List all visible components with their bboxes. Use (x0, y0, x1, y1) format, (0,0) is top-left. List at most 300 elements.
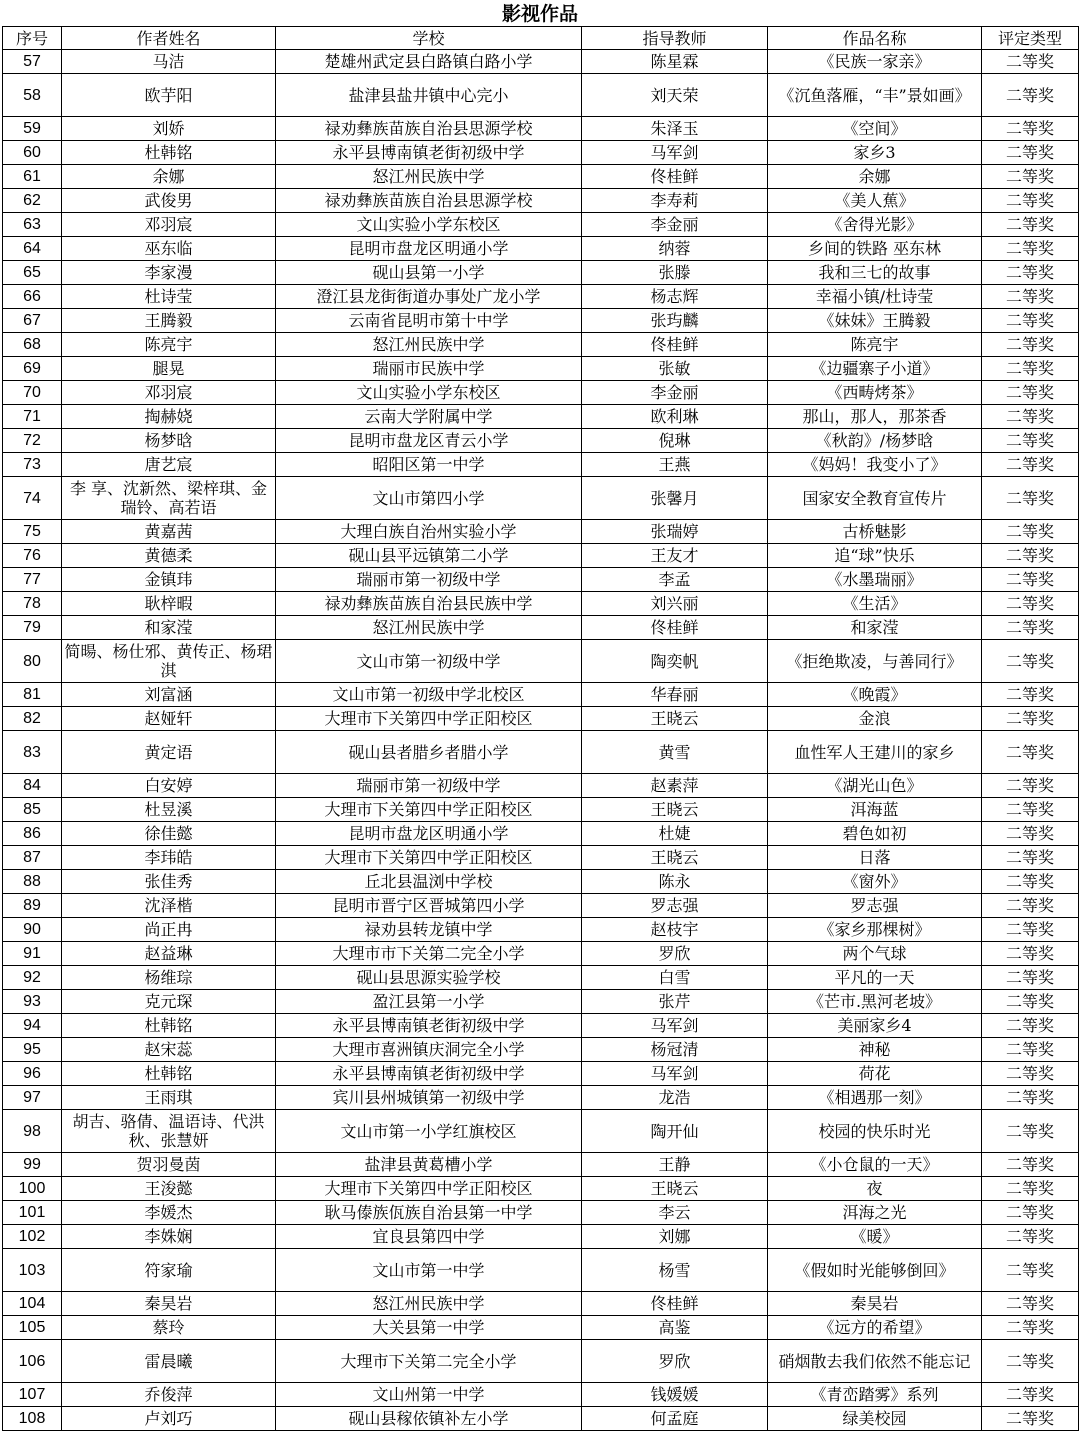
cell-work: 神秘 (768, 1038, 982, 1062)
cell-author: 余娜 (62, 165, 276, 189)
cell-author: 杜韩铭 (62, 141, 276, 165)
table-row (3, 357, 1079, 381)
cell-award: 二等奖 (982, 429, 1079, 453)
cell-seq: 71 (3, 405, 62, 429)
table-row (3, 1407, 1079, 1431)
cell-seq: 104 (3, 1292, 62, 1316)
cell-school: 永平县博南镇老街初级中学 (276, 141, 582, 165)
table-row (3, 822, 1079, 846)
cell-school: 大理市下关第四中学正阳校区 (276, 707, 582, 731)
cell-author: 张佳秀 (62, 870, 276, 894)
cell-award: 二等奖 (982, 544, 1079, 568)
cell-seq: 70 (3, 381, 62, 405)
table-row (3, 1038, 1079, 1062)
cell-seq: 75 (3, 520, 62, 544)
cell-work: 《秋韵》/杨梦晗 (768, 429, 982, 453)
table-row (3, 165, 1079, 189)
cell-author: 王雨琪 (62, 1086, 276, 1110)
table-row (3, 544, 1079, 568)
cell-work: 《芒市.黑河老坡》 (768, 990, 982, 1014)
cell-author: 尚正冉 (62, 918, 276, 942)
cell-seq: 60 (3, 141, 62, 165)
cell-teacher: 高鉴 (582, 1316, 768, 1340)
cell-work: 《暖》 (768, 1225, 982, 1249)
table-row (3, 1062, 1079, 1086)
cell-award: 二等奖 (982, 798, 1079, 822)
cell-seq: 61 (3, 165, 62, 189)
cell-school: 昆明市盘龙区青云小学 (276, 429, 582, 453)
cell-award: 二等奖 (982, 405, 1079, 429)
cell-school: 大理市下关第四中学正阳校区 (276, 1177, 582, 1201)
cell-seq: 94 (3, 1014, 62, 1038)
cell-work: 《空间》 (768, 117, 982, 141)
cell-author: 陈亮宇 (62, 333, 276, 357)
cell-teacher: 罗欣 (582, 1340, 768, 1383)
cell-teacher: 佟桂鲜 (582, 616, 768, 640)
cell-work: 陈亮宇 (768, 333, 982, 357)
cell-school: 澄江县龙街街道办事处广龙小学 (276, 285, 582, 309)
cell-author: 武俊男 (62, 189, 276, 213)
cell-author: 贺羽曼茵 (62, 1153, 276, 1177)
header-work: 作品名称 (768, 27, 982, 50)
cell-award: 二等奖 (982, 189, 1079, 213)
cell-work: 秦昊岩 (768, 1292, 982, 1316)
cell-author: 赵娅轩 (62, 707, 276, 731)
cell-seq: 101 (3, 1201, 62, 1225)
cell-teacher: 杜婕 (582, 822, 768, 846)
cell-school: 瑞丽市第一初级中学 (276, 568, 582, 592)
cell-award: 二等奖 (982, 1316, 1079, 1340)
cell-school: 文山实验小学东校区 (276, 381, 582, 405)
cell-seq: 81 (3, 683, 62, 707)
cell-award: 二等奖 (982, 117, 1079, 141)
cell-author: 黄嘉茜 (62, 520, 276, 544)
cell-award: 二等奖 (982, 1153, 1079, 1177)
awards-table (2, 26, 1079, 1431)
table-row (3, 189, 1079, 213)
cell-teacher: 张瑞婷 (582, 520, 768, 544)
cell-school: 砚山县平远镇第二小学 (276, 544, 582, 568)
cell-work: 《民族一家亲》 (768, 50, 982, 74)
cell-teacher: 何孟庭 (582, 1407, 768, 1431)
cell-teacher: 李金丽 (582, 213, 768, 237)
cell-teacher: 张敏 (582, 357, 768, 381)
cell-teacher: 张玙麟 (582, 309, 768, 333)
cell-teacher: 李寿莉 (582, 189, 768, 213)
cell-teacher: 张馨月 (582, 477, 768, 520)
table-row (3, 1110, 1079, 1153)
cell-teacher: 王静 (582, 1153, 768, 1177)
cell-award: 二等奖 (982, 1383, 1079, 1407)
cell-seq: 63 (3, 213, 62, 237)
cell-award: 二等奖 (982, 918, 1079, 942)
cell-author: 秦昊岩 (62, 1292, 276, 1316)
cell-seq: 82 (3, 707, 62, 731)
cell-work: 《假如时光能够倒回》 (768, 1249, 982, 1292)
cell-author: 唐艺宸 (62, 453, 276, 477)
cell-teacher: 陶开仙 (582, 1110, 768, 1153)
cell-teacher: 王晓云 (582, 846, 768, 870)
cell-school: 昆明市盘龙区明通小学 (276, 822, 582, 846)
cell-award: 二等奖 (982, 74, 1079, 117)
cell-seq: 73 (3, 453, 62, 477)
cell-seq: 103 (3, 1249, 62, 1292)
cell-author: 邓羽宸 (62, 381, 276, 405)
cell-work: 碧色如初 (768, 822, 982, 846)
cell-school: 永平县博南镇老街初级中学 (276, 1014, 582, 1038)
cell-award: 二等奖 (982, 213, 1079, 237)
table-row (3, 237, 1079, 261)
table-row (3, 1316, 1079, 1340)
cell-award: 二等奖 (982, 616, 1079, 640)
cell-seq: 105 (3, 1316, 62, 1340)
cell-seq: 76 (3, 544, 62, 568)
table-row (3, 846, 1079, 870)
cell-award: 二等奖 (982, 1407, 1079, 1431)
cell-school: 文山市第一初级中学北校区 (276, 683, 582, 707)
cell-seq: 83 (3, 731, 62, 774)
cell-work: 罗志强 (768, 894, 982, 918)
cell-award: 二等奖 (982, 707, 1079, 731)
cell-school: 盈江县第一小学 (276, 990, 582, 1014)
cell-work: 余娜 (768, 165, 982, 189)
cell-teacher: 马军剑 (582, 1014, 768, 1038)
cell-teacher: 陈永 (582, 870, 768, 894)
cell-work: 那山，那人，那茶香 (768, 405, 982, 429)
cell-award: 二等奖 (982, 165, 1079, 189)
cell-teacher: 朱泽玉 (582, 117, 768, 141)
cell-school: 大理市喜洲镇庆洞完全小学 (276, 1038, 582, 1062)
cell-work: 《湖光山色》 (768, 774, 982, 798)
cell-award: 二等奖 (982, 453, 1079, 477)
cell-work: 校园的快乐时光 (768, 1110, 982, 1153)
table-row (3, 429, 1079, 453)
cell-school: 大关县第一中学 (276, 1316, 582, 1340)
cell-seq: 88 (3, 870, 62, 894)
cell-school: 文山市第一中学 (276, 1249, 582, 1292)
cell-work: 《生活》 (768, 592, 982, 616)
cell-work: 《家乡那棵树》 (768, 918, 982, 942)
cell-work: 夜 (768, 1177, 982, 1201)
cell-work: 《相遇那一刻》 (768, 1086, 982, 1110)
cell-work: 追“球”快乐 (768, 544, 982, 568)
cell-work: 《窗外》 (768, 870, 982, 894)
cell-award: 二等奖 (982, 894, 1079, 918)
cell-author: 蔡玲 (62, 1316, 276, 1340)
cell-award: 二等奖 (982, 846, 1079, 870)
cell-author: 王腾毅 (62, 309, 276, 333)
header-school: 学校 (276, 27, 582, 50)
cell-work: 我和三七的故事 (768, 261, 982, 285)
cell-school: 文山州第一中学 (276, 1383, 582, 1407)
cell-author: 李姝娴 (62, 1225, 276, 1249)
table-row (3, 1292, 1079, 1316)
table-row (3, 1153, 1079, 1177)
cell-author: 金镇玮 (62, 568, 276, 592)
cell-seq: 108 (3, 1407, 62, 1431)
cell-work: 洱海之光 (768, 1201, 982, 1225)
cell-seq: 95 (3, 1038, 62, 1062)
cell-teacher: 马军剑 (582, 1062, 768, 1086)
cell-seq: 65 (3, 261, 62, 285)
cell-school: 怒江州民族中学 (276, 333, 582, 357)
cell-work: 《舍得光影》 (768, 213, 982, 237)
cell-award: 二等奖 (982, 1249, 1079, 1292)
cell-work: 洱海蓝 (768, 798, 982, 822)
cell-school: 盐津县盐井镇中心完小 (276, 74, 582, 117)
table-row (3, 918, 1079, 942)
cell-author: 符家瑜 (62, 1249, 276, 1292)
cell-school: 楚雄州武定县白路镇白路小学 (276, 50, 582, 74)
cell-seq: 98 (3, 1110, 62, 1153)
table-row (3, 870, 1079, 894)
cell-teacher: 纳蓉 (582, 237, 768, 261)
cell-seq: 68 (3, 333, 62, 357)
cell-school: 大理市市下关第二完全小学 (276, 942, 582, 966)
cell-award: 二等奖 (982, 333, 1079, 357)
cell-teacher: 张滕 (582, 261, 768, 285)
cell-seq: 107 (3, 1383, 62, 1407)
table-row (3, 894, 1079, 918)
cell-work: 硝烟散去我们依然不能忘记 (768, 1340, 982, 1383)
cell-award: 二等奖 (982, 568, 1079, 592)
cell-seq: 64 (3, 237, 62, 261)
cell-seq: 67 (3, 309, 62, 333)
cell-work: 乡间的铁路 巫东林 (768, 237, 982, 261)
cell-work: 《小仓鼠的一天》 (768, 1153, 982, 1177)
cell-award: 二等奖 (982, 1201, 1079, 1225)
cell-seq: 87 (3, 846, 62, 870)
cell-award: 二等奖 (982, 520, 1079, 544)
cell-author: 杨梦晗 (62, 429, 276, 453)
table-row (3, 798, 1079, 822)
cell-work: 绿美校园 (768, 1407, 982, 1431)
table-row (3, 1225, 1079, 1249)
cell-author: 徐佳懿 (62, 822, 276, 846)
cell-school: 瑞丽市民族中学 (276, 357, 582, 381)
cell-school: 丘北县温浏中学校 (276, 870, 582, 894)
cell-award: 二等奖 (982, 942, 1079, 966)
cell-work: 和家滢 (768, 616, 982, 640)
table-row (3, 261, 1079, 285)
cell-school: 砚山县思源实验学校 (276, 966, 582, 990)
cell-author: 李家漫 (62, 261, 276, 285)
cell-seq: 66 (3, 285, 62, 309)
table-row (3, 50, 1079, 74)
cell-work: 幸福小镇/杜诗莹 (768, 285, 982, 309)
cell-author: 黄定语 (62, 731, 276, 774)
cell-seq: 72 (3, 429, 62, 453)
cell-seq: 58 (3, 74, 62, 117)
cell-award: 二等奖 (982, 237, 1079, 261)
cell-work: 日落 (768, 846, 982, 870)
cell-author: 杜韩铭 (62, 1014, 276, 1038)
table-row (3, 1201, 1079, 1225)
cell-author: 李媛杰 (62, 1201, 276, 1225)
cell-author: 白安婷 (62, 774, 276, 798)
cell-work: 《晚霞》 (768, 683, 982, 707)
table-row (3, 990, 1079, 1014)
cell-seq: 77 (3, 568, 62, 592)
cell-seq: 93 (3, 990, 62, 1014)
cell-seq: 96 (3, 1062, 62, 1086)
cell-author: 乔俊萍 (62, 1383, 276, 1407)
cell-school: 昭阳区第一中学 (276, 453, 582, 477)
cell-seq: 69 (3, 357, 62, 381)
cell-school: 昆明市晋宁区晋城第四小学 (276, 894, 582, 918)
cell-award: 二等奖 (982, 966, 1079, 990)
cell-teacher: 李云 (582, 1201, 768, 1225)
cell-work: 《美人蕉》 (768, 189, 982, 213)
cell-work: 《妹妹》王腾毅 (768, 309, 982, 333)
cell-award: 二等奖 (982, 1062, 1079, 1086)
cell-teacher: 佟桂鲜 (582, 1292, 768, 1316)
header-row (3, 27, 1079, 50)
cell-author: 李 享、沈新然、梁梓琪、金瑞铃、高若语 (62, 477, 276, 520)
cell-seq: 78 (3, 592, 62, 616)
cell-school: 瑞丽市第一初级中学 (276, 774, 582, 798)
cell-school: 怒江州民族中学 (276, 165, 582, 189)
cell-school: 宜良县第四中学 (276, 1225, 582, 1249)
table-row (3, 1086, 1079, 1110)
table-row (3, 592, 1079, 616)
cell-seq: 102 (3, 1225, 62, 1249)
header-award: 评定类型 (982, 27, 1079, 50)
cell-school: 盐津县黄葛槽小学 (276, 1153, 582, 1177)
cell-teacher: 佟桂鲜 (582, 165, 768, 189)
cell-school: 怒江州民族中学 (276, 1292, 582, 1316)
cell-author: 杜昱溪 (62, 798, 276, 822)
cell-seq: 59 (3, 117, 62, 141)
cell-school: 云南大学附属中学 (276, 405, 582, 429)
cell-work: 血性军人王建川的家乡 (768, 731, 982, 774)
cell-author: 赵益琳 (62, 942, 276, 966)
header-teacher: 指导教师 (582, 27, 768, 50)
cell-author: 刘娇 (62, 117, 276, 141)
cell-school: 禄劝彝族苗族自治县民族中学 (276, 592, 582, 616)
cell-award: 二等奖 (982, 774, 1079, 798)
cell-teacher: 欧利琳 (582, 405, 768, 429)
cell-work: 《西畴烤茶》 (768, 381, 982, 405)
header-author: 作者姓名 (62, 27, 276, 50)
cell-work: 金浪 (768, 707, 982, 731)
cell-teacher: 钱媛媛 (582, 1383, 768, 1407)
cell-school: 大理市下关第四中学正阳校区 (276, 846, 582, 870)
cell-work: 《青峦踏雾》系列 (768, 1383, 982, 1407)
cell-award: 二等奖 (982, 309, 1079, 333)
table-row (3, 568, 1079, 592)
table-row (3, 1383, 1079, 1407)
table-row (3, 453, 1079, 477)
cell-work: 两个气球 (768, 942, 982, 966)
cell-seq: 100 (3, 1177, 62, 1201)
table-row (3, 683, 1079, 707)
cell-teacher: 佟桂鲜 (582, 333, 768, 357)
table-row (3, 1249, 1079, 1292)
cell-school: 砚山县稼依镇补左小学 (276, 1407, 582, 1431)
cell-author: 耿梓暇 (62, 592, 276, 616)
table-row (3, 1340, 1079, 1383)
cell-award: 二等奖 (982, 1292, 1079, 1316)
cell-teacher: 马军剑 (582, 141, 768, 165)
cell-award: 二等奖 (982, 822, 1079, 846)
header-seq: 序号 (3, 27, 62, 50)
cell-teacher: 罗欣 (582, 942, 768, 966)
cell-work: 《沉鱼落雁，“丰”景如画》 (768, 74, 982, 117)
cell-award: 二等奖 (982, 870, 1079, 894)
cell-teacher: 王友才 (582, 544, 768, 568)
cell-seq: 85 (3, 798, 62, 822)
cell-author: 杜诗莹 (62, 285, 276, 309)
table-row (3, 381, 1079, 405)
table-row (3, 942, 1079, 966)
cell-author: 掏赫娆 (62, 405, 276, 429)
cell-teacher: 华春丽 (582, 683, 768, 707)
cell-teacher: 白雪 (582, 966, 768, 990)
table-row (3, 285, 1079, 309)
cell-award: 二等奖 (982, 285, 1079, 309)
cell-school: 大理市下关第二完全小学 (276, 1340, 582, 1383)
cell-school: 宾川县州城镇第一初级中学 (276, 1086, 582, 1110)
cell-award: 二等奖 (982, 1038, 1079, 1062)
cell-award: 二等奖 (982, 731, 1079, 774)
cell-award: 二等奖 (982, 592, 1079, 616)
cell-award: 二等奖 (982, 1177, 1079, 1201)
cell-school: 禄劝彝族苗族自治县思源学校 (276, 189, 582, 213)
cell-teacher: 赵素萍 (582, 774, 768, 798)
cell-school: 砚山县者腊乡者腊小学 (276, 731, 582, 774)
cell-award: 二等奖 (982, 141, 1079, 165)
cell-school: 文山市第一小学红旗校区 (276, 1110, 582, 1153)
cell-award: 二等奖 (982, 1340, 1079, 1383)
cell-award: 二等奖 (982, 990, 1079, 1014)
cell-teacher: 杨志辉 (582, 285, 768, 309)
cell-award: 二等奖 (982, 477, 1079, 520)
cell-award: 二等奖 (982, 1086, 1079, 1110)
cell-author: 杨维琮 (62, 966, 276, 990)
cell-seq: 99 (3, 1153, 62, 1177)
cell-work: 荷花 (768, 1062, 982, 1086)
cell-work: 家乡3 (768, 141, 982, 165)
cell-school: 禄劝彝族苗族自治县思源学校 (276, 117, 582, 141)
cell-teacher: 张芹 (582, 990, 768, 1014)
cell-school: 文山市第一初级中学 (276, 640, 582, 683)
cell-author: 赵宋蕊 (62, 1038, 276, 1062)
cell-seq: 90 (3, 918, 62, 942)
cell-teacher: 王晓云 (582, 1177, 768, 1201)
cell-seq: 86 (3, 822, 62, 846)
cell-award: 二等奖 (982, 381, 1079, 405)
cell-author: 卢刘巧 (62, 1407, 276, 1431)
table-row (3, 309, 1079, 333)
cell-award: 二等奖 (982, 50, 1079, 74)
cell-author: 黄德柔 (62, 544, 276, 568)
table-row (3, 1014, 1079, 1038)
cell-teacher: 龙浩 (582, 1086, 768, 1110)
table-row (3, 141, 1079, 165)
cell-author: 沈泽楷 (62, 894, 276, 918)
table-row (3, 966, 1079, 990)
cell-seq: 89 (3, 894, 62, 918)
cell-school: 昆明市盘龙区明通小学 (276, 237, 582, 261)
cell-award: 二等奖 (982, 1110, 1079, 1153)
cell-work: 《远方的希望》 (768, 1316, 982, 1340)
cell-seq: 80 (3, 640, 62, 683)
cell-school: 永平县博南镇老街初级中学 (276, 1062, 582, 1086)
cell-work: 《边疆寨子小道》 (768, 357, 982, 381)
cell-author: 欧芋阳 (62, 74, 276, 117)
cell-work: 《水墨瑞丽》 (768, 568, 982, 592)
